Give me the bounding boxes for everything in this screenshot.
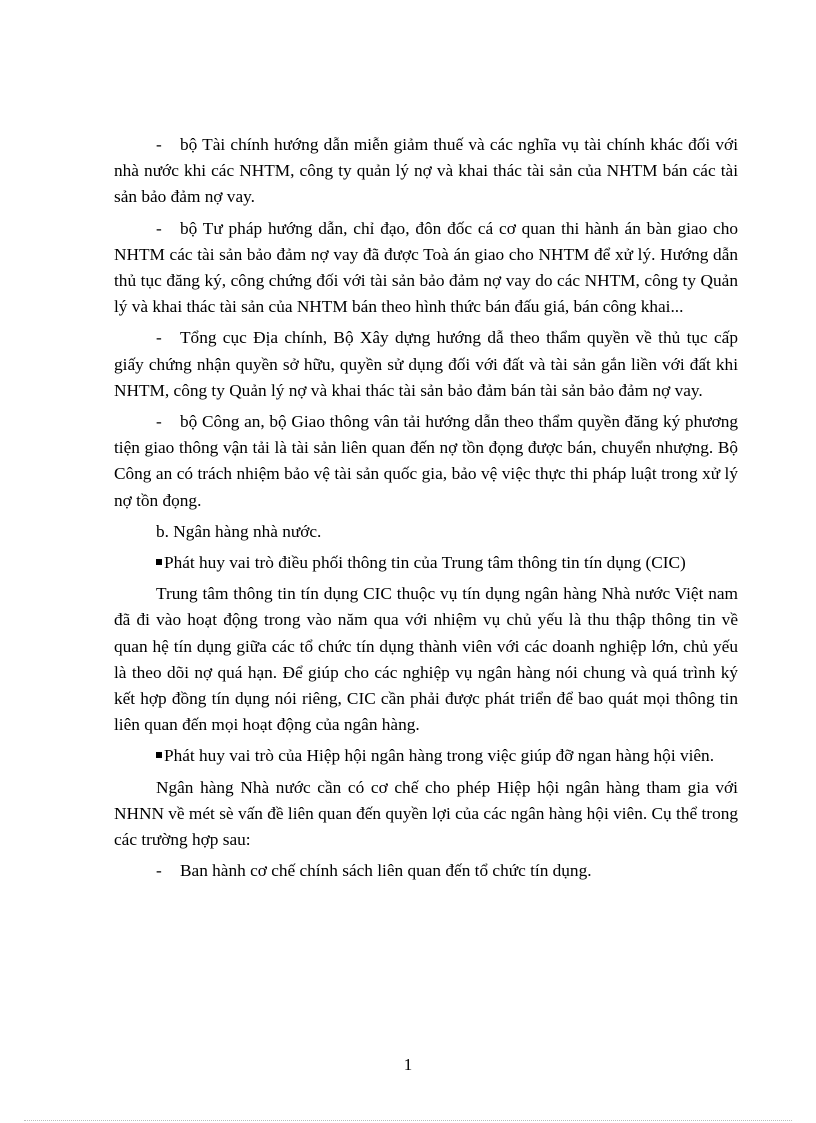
- footer-divider: [24, 1120, 792, 1121]
- paragraph-ministry-finance: [114, 132, 738, 211]
- paragraph-ministry-police: [114, 409, 738, 514]
- section-heading-state-bank: b. Ngân hàng nhà nước.: [156, 521, 322, 541]
- paragraph-text: bộ Tài chính hướng dẫn miễn giảm thuế và các nghĩa vụ tài chính khác đối với nhà nước khi các NHTM, công ty quản lý nợ và khai thác tài sản của NHTM bán các tài sản bảo đảm nợ vay.: [114, 135, 738, 207]
- dash-marker: -: [156, 412, 162, 432]
- paragraph-association-mechanism: Ngân hàng Nhà nước cần có cơ chế cho phép Hiệp hội ngân hàng tham gia với NHNN về mét sè vấn đề liên quan đến quyền lợi của các ngân hàng hội viên. Cụ thể trong các trường hợp sau:: [114, 777, 738, 850]
- paragraph-text: bộ Tư pháp hướng dẫn, chỉ đạo, đôn đốc cá cơ quan thi hành án bàn giao cho NHTM các tài sản bảo đảm nợ vay đã được Toà án giao cho NHTM để xử lý. Hướng dẫn thủ tục đăng ký, công chứng đối với tài sản bảo đảm nợ vay do các NHTM, công ty Quản lý và khai thác tài sản của NHTM bán theo hình thức bán đấu giá, bán công khai...: [114, 218, 738, 317]
- bullet-cic-role: [114, 550, 738, 576]
- paragraph-text: Phát huy vai trò của Hiệp hội ngân hàng trong việc giúp đỡ ngan hàng hội viên.: [164, 746, 715, 766]
- paragraph-text: Ban hành cơ chế chính sách liên quan đến tổ chức tín dụng.: [180, 861, 592, 881]
- document-body: [114, 132, 738, 889]
- dash-marker: -: [156, 218, 162, 238]
- page-number: 1: [403, 1055, 413, 1074]
- square-bullet-icon: [156, 752, 162, 758]
- paragraph-text: bộ Công an, bộ Giao thông vân tải hướng dẫn theo thẩm quyền đăng ký phương tiện giao thông vận tải là tài sản liên quan đến nợ tồn đọng được bán, chuyển nhượng. Bộ Công an có trách nhiệm bảo vệ tài sản quốc gia, bảo vệ việc thực thi pháp luật trong xử lý nợ tồn đọng.: [114, 412, 738, 510]
- square-bullet-icon: [156, 559, 162, 565]
- paragraph-text: Phát huy vai trò điều phối thông tin của Trung tâm thông tin tín dụng (CIC): [164, 553, 686, 573]
- paragraph-policy-issuance: [114, 858, 738, 884]
- bullet-bank-association: [114, 743, 738, 769]
- dash-marker: -: [156, 861, 162, 881]
- dash-marker: -: [156, 135, 162, 154]
- paragraph-text: Tổng cục Địa chính, Bộ Xây dựng hướng dẫ theo thẩm quyền về thủ tục cấp giấy chứng nhận quyền sở hữu, quyền sử dụng đối với đất và tài sản gắn liền với đất khi NHTM, công ty Quản lý nợ và khai thác tài sản bảo đảm bán tài sản bảo đảm nợ vay.: [114, 328, 738, 400]
- paragraph-ministry-justice: [114, 216, 738, 321]
- paragraph-land-department: [114, 325, 738, 404]
- dash-marker: -: [156, 328, 162, 348]
- paragraph-cic-description: Trung tâm thông tin tín dụng CIC thuộc vụ tín dụng ngân hàng Nhà nước Việt nam đã đi vào hoạt động trong vào năm qua với nhiệm vụ chủ yếu là thu thập thông tin về quan hệ tín dụng giữa các tổ chức tín dụng thành viên với các doanh nghiệp lớn, chủ yếu là theo dõi nợ quá hạn. Để giúp cho các nghiệp vụ ngân hàng nói chung và quá trình ký kết hợp đồng tín dụng nói riêng, CIC cần phải được phát triển để bao quát mọi thông tin liên quan đến mọi hoạt động của ngân hàng.: [114, 584, 738, 735]
